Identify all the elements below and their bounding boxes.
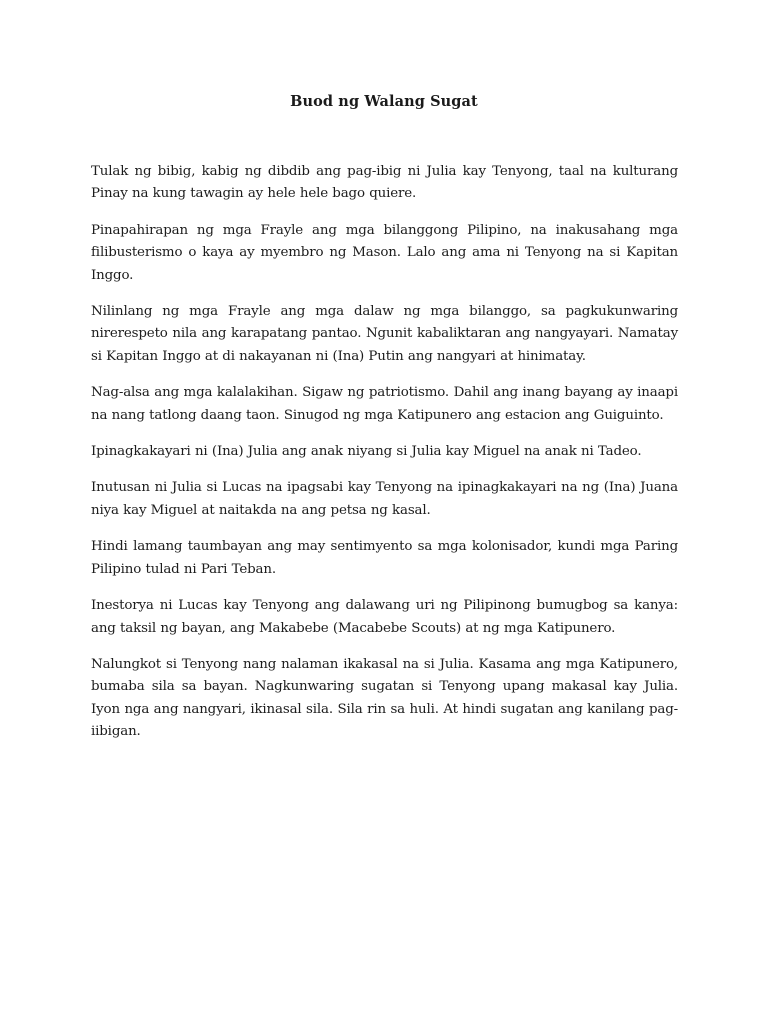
paragraph-2: Pinapahirapan ng mga Frayle ang mga bilanggong Pilipino, na inakusahang mga filibusterismo o kaya ay myembro ng Mason. Lalo ang ama ni Tenyong na si Kapitan Inggo. [91,222,678,283]
paragraph-9: Nalungkot si Tenyong nang nalaman ikakasal na si Julia. Kasama ang mga Katipunero, bumaba sila sa bayan. Nagkunwaring sugatan si Tenyong upang makasal kay Julia. Iyon nga ang nangyari, ikinasal sila. Sila rin sa huli. At hindi sugatan ang kanilang pag-iibigan. [91,656,678,740]
paragraph-5: Ipinagkakayari ni (Ina) Julia ang anak niyang si Julia kay Miguel na anak ni Tadeo. [91,444,642,460]
document-title: Buod ng Walang Sugat [290,93,478,110]
paragraph-1: Tulak ng bibig, kabig ng dibdib ang pag-ibig ni Julia kay Tenyong, taal na kulturang Pinay na kung tawagin ay hele hele bago quiere. [91,164,678,202]
paragraph-4: Nag-alsa ang mga kalalakihan. Sigaw ng patriotismo. Dahil ang inang bayang ay inaapi na nang tatlong daang taon. Sinugod ng mga Katipunero ang estacion ang Guiguinto. [91,385,678,423]
paragraph-3: Nilinlang ng mga Frayle ang mga dalaw ng mga bilanggo, sa pagkukunwaring nirerespeto nila ang karapatang pantao. Ngunit kabaliktaran ang nangyayari. Namatay si Kapitan Inggo at di nakayanan ni (Ina) Putin ang nangyari at hinimatay. [91,304,678,364]
paragraph-8: Inestorya ni Lucas kay Tenyong ang dalawang uri ng Pilipinong bumugbog sa kanya: ang taksil ng bayan, ang Makabebe (Macabebe Scouts) at ng mga Katipunero. [91,598,678,636]
paragraph-7: Hindi lamang taumbayan ang may sentimyento sa mga kolonisador, kundi mga Paring Pilipino tulad ni Pari Teban. [91,539,678,577]
paragraph-6: Inutusan ni Julia si Lucas na ipagsabi kay Tenyong na ipinagkakayari na ng (Ina) Juana niya kay Miguel at naitakda na ang petsa ng kasal. [91,480,678,518]
document-body [91,161,678,758]
